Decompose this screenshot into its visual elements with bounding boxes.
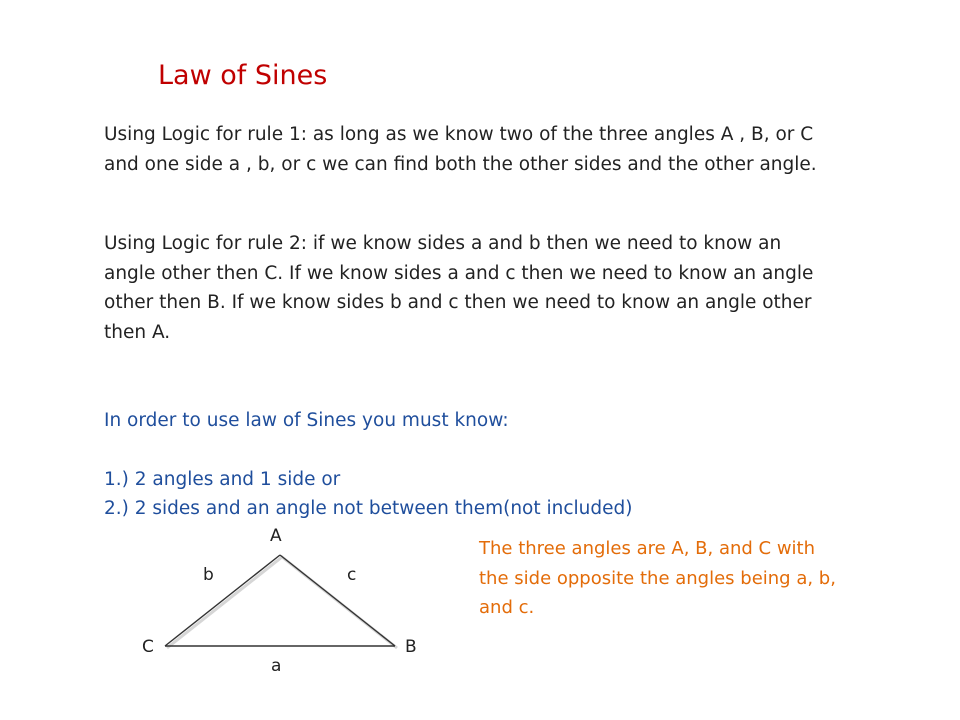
rule1-paragraph: Using Logic for rule 1: as long as we know two of the three angles A , B, or C and one side a , b, or c we can find both the other sides and the other angle.	[104, 124, 817, 175]
triangle-side-b	[165, 555, 280, 646]
triangle-shape	[165, 555, 397, 648]
side-label-b: b	[203, 565, 214, 585]
vertex-label-c: C	[142, 637, 154, 657]
side-label-a: a	[271, 656, 282, 676]
requirements-intro: In order to use law of Sines you must know:	[104, 410, 509, 431]
vertex-label-b: B	[405, 637, 417, 657]
requirement-item-2: 2.) 2 sides and an angle not between them(not included)	[104, 498, 633, 519]
triangle-side-c	[280, 555, 395, 646]
slide-title: Law of Sines	[158, 60, 328, 91]
requirement-item-1: 1.) 2 angles and 1 side or	[104, 469, 341, 490]
rule2-paragraph: Using Logic for rule 2: if we know sides a and b then we need to know an angle other then C. If we know sides a and c then we need to know an angle other then B. If we know sides b and c then we need to know an angle other then A.	[104, 233, 814, 343]
triangle-note: The three angles are A, B, and C with the side opposite the angles being a, b, and c.	[479, 538, 836, 618]
side-label-c: c	[347, 565, 357, 585]
vertex-label-a: A	[270, 526, 282, 546]
